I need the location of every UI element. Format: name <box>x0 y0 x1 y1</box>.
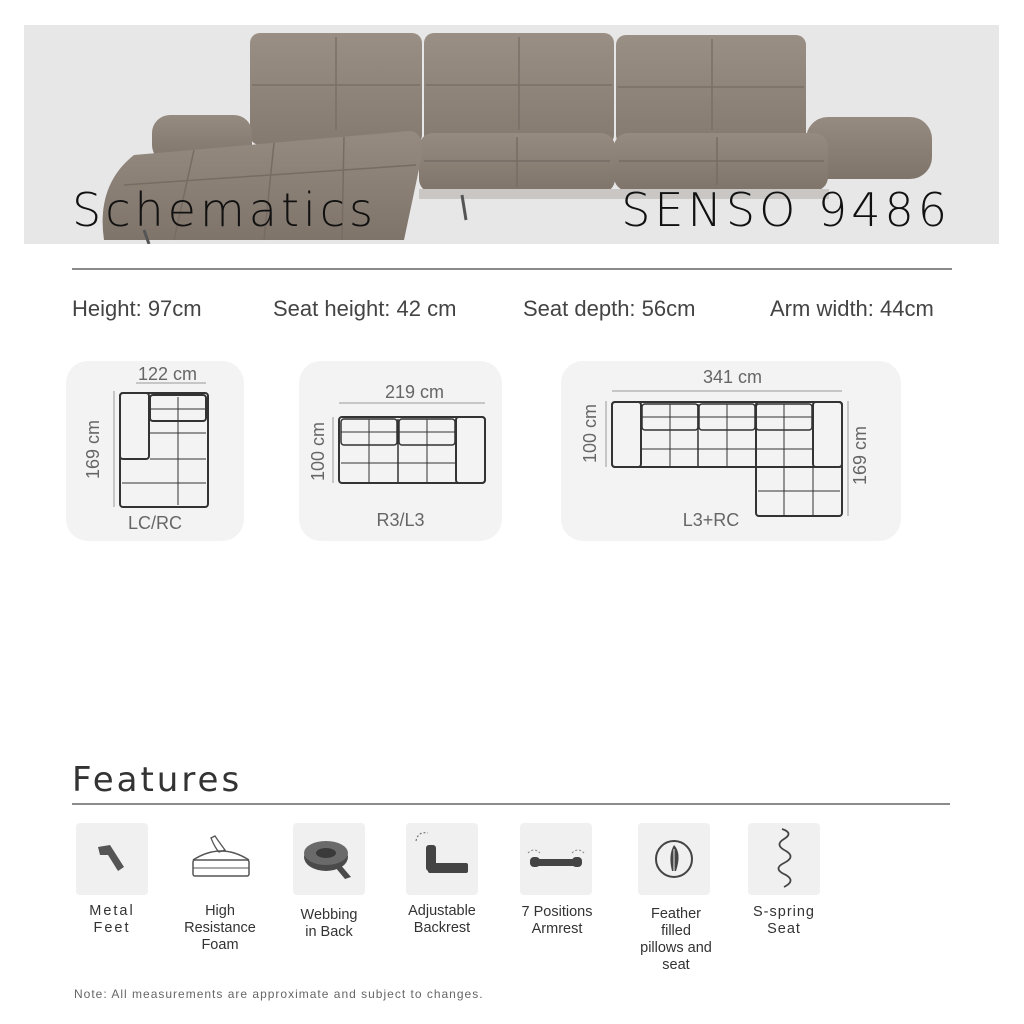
r3-l3-width: 219 cm <box>385 382 445 402</box>
product-name: SENSO 9486 <box>621 183 951 237</box>
page-title: Schematics <box>72 183 378 237</box>
divider <box>72 268 952 270</box>
feather-icon <box>638 823 710 895</box>
feature-label-spring: S-spring Seat <box>753 904 815 937</box>
r3-l3-depth: 100 cm <box>308 421 329 482</box>
spec-seat-depth: Seat depth: 56cm <box>523 296 696 321</box>
l3-rc-label: L3+RC <box>682 510 740 530</box>
config-card-l3-rc <box>561 361 901 541</box>
feature-label-backrest: Adjustable Backrest <box>408 903 476 936</box>
features-divider <box>72 803 950 805</box>
feature-label-feather: Feather filled pillows and seat <box>640 906 712 973</box>
spec-height: Height: 97cm <box>72 296 202 321</box>
l3-rc-width: 341 cm <box>703 367 763 387</box>
hero-banner <box>24 25 999 244</box>
spring-icon <box>748 823 820 895</box>
feature-label-foam: High Resistance Foam <box>184 903 256 953</box>
disclaimer-note: Note: All measurements are approximate and subject to changes. <box>74 987 484 1001</box>
r3-l3-label: R3/L3 <box>376 510 425 530</box>
features-title: Features <box>72 760 243 800</box>
feature-label-metal-feet: Metal Feet <box>89 903 135 936</box>
metal-feet-icon <box>76 823 148 895</box>
lc-rc-label: LC/RC <box>127 513 182 533</box>
config-card-lc-rc <box>66 361 244 541</box>
webbing-roll-icon <box>293 823 365 895</box>
spec-arm-width: Arm width: 44cm <box>770 296 934 321</box>
foam-icon <box>185 830 257 890</box>
lc-rc-width: 122 cm <box>138 364 198 384</box>
config-card-r3-l3 <box>299 361 502 541</box>
feature-label-webbing: Webbing in Back <box>300 907 358 940</box>
feature-label-armrest: 7 Positions Armrest <box>521 904 593 937</box>
l3-rc-depth: 100 cm <box>580 403 601 464</box>
backrest-icon <box>406 823 478 895</box>
armrest-icon <box>520 823 592 895</box>
spec-seat-height: Seat height: 42 cm <box>273 296 457 321</box>
l3-rc-depth-2: 169 cm <box>850 425 871 486</box>
lc-rc-depth: 169 cm <box>83 419 104 480</box>
